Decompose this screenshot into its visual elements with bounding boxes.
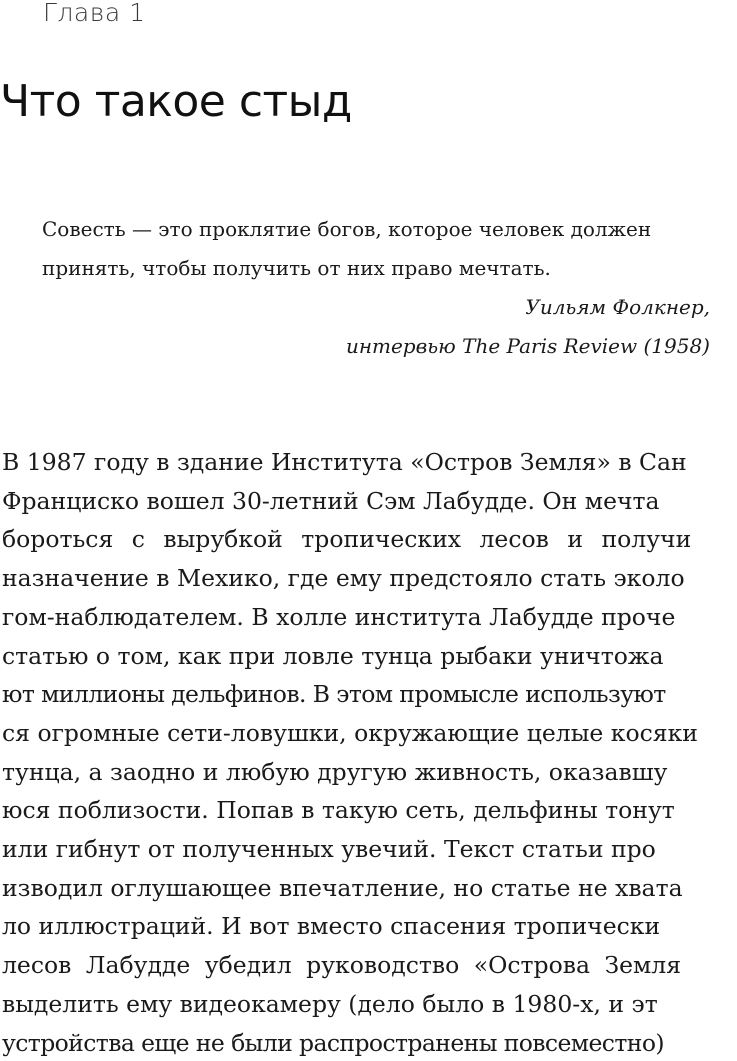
epigraph — [42, 210, 710, 366]
chapter-title: Что такое стыд — [0, 76, 352, 127]
body-line: устройства еще не были распространены повсеместно) — [2, 1028, 664, 1057]
body-line: выделить ему видеокамеру (дело было в 1980-х, и эт — [2, 989, 658, 1018]
chapter-label: Глава 1 — [43, 0, 146, 27]
epigraph-line: Совесть — это проклятие богов, которое человек должен — [42, 217, 652, 241]
body-line: ло иллюстраций. И вот вместо спасения тропически — [2, 912, 661, 941]
body-line: гом-наблюдателем. В холле института Лабудде проче — [2, 602, 676, 631]
body-line: ют миллионы дельфинов. В этом промысле используют — [2, 680, 666, 709]
body-line: изводил оглушающее впечатление, но статье не хвата — [2, 873, 683, 902]
epigraph-quote — [42, 210, 722, 288]
body-line: тунца, а заодно и любую другую живность, оказавшу — [2, 757, 668, 786]
epigraph-line: принять, чтобы получить от них право мечтать. — [42, 256, 551, 280]
attribution-author: Уильям Фолкнер, — [525, 295, 710, 319]
epigraph-attribution — [42, 288, 710, 366]
body-line: Франциско вошел 30-летний Сэм Лабудде. Он мечта — [2, 486, 660, 515]
body-line: бороться с вырубкой тропических лесов и получи — [2, 525, 692, 554]
body-line: юся поблизости. Попав в такую сеть, дельфины тонут — [2, 796, 675, 825]
body-line: статью о том, как при ловле тунца рыбаки уничтожа — [2, 641, 664, 670]
body-line: лесов Лабудде убедил руководство «Острова Земля — [2, 951, 682, 980]
body-line: ся огромные сети-ловушки, окружающие целые косяки — [2, 718, 698, 747]
attribution-source: интервью The Paris Review (1958) — [345, 334, 710, 358]
body-line: В 1987 году в здание Института «Остров Земля» в Сан — [2, 448, 687, 476]
body-paragraph — [2, 443, 737, 1061]
body-line: назначение в Мехико, где ему предстояло стать эколо — [2, 564, 685, 593]
body-line: или гибнут от полученных увечий. Текст статьи про — [2, 835, 656, 864]
